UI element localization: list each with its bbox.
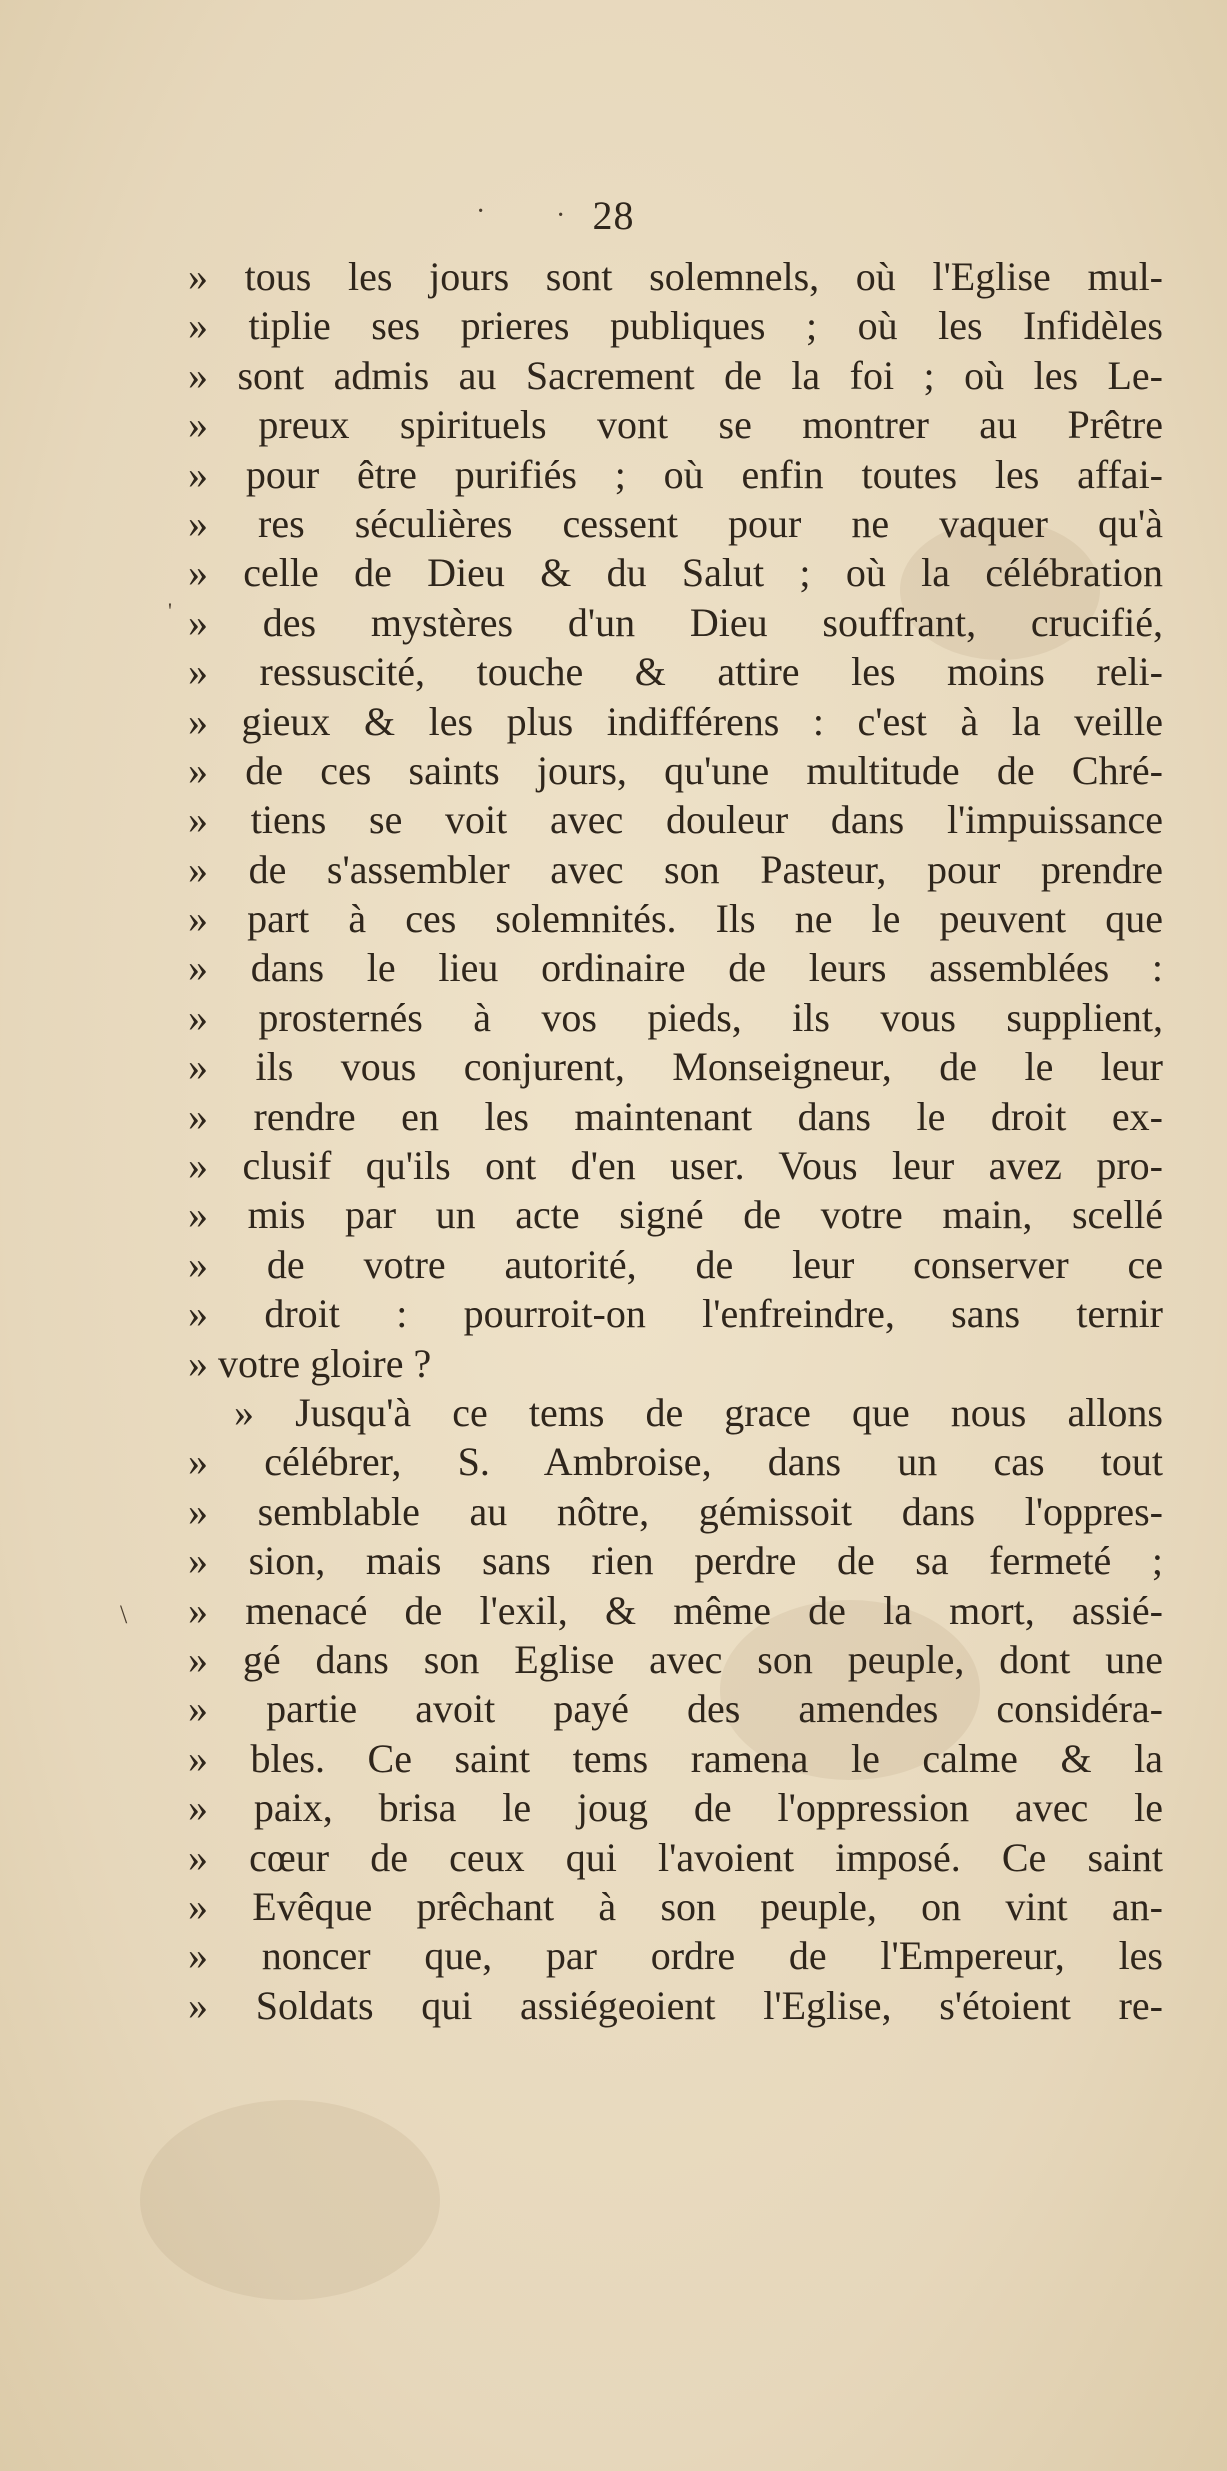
margin-mark: ' [168, 598, 172, 623]
text-line: » gé dans son Eglise avec son peuple, dont une [188, 1636, 1163, 1682]
text-line: » Evêque prêchant à son peuple, on vint an- [188, 1883, 1163, 1929]
text-line: » des mystères d'un Dieu souffrant, crucifié, [188, 599, 1163, 645]
text-line: » de votre autorité, de leur conserver ce [188, 1241, 1163, 1287]
text-line: » sont admis au Sacrement de la foi ; où les Le- [188, 352, 1163, 398]
text-line: » ils vous conjurent, Monseigneur, de le leur [188, 1044, 1163, 1090]
text-line: » mis par un acte signé de votre main, scellé [188, 1192, 1163, 1238]
text-line: » clusif qu'ils ont d'en user. Vous leur avez pro- [188, 1143, 1163, 1189]
text-line: » Soldats qui assiégeoient l'Eglise, s'étoient re- [188, 1982, 1163, 2028]
ink-speck: · [556, 200, 566, 231]
text-line: » gieux & les plus indifférens : c'est à la veille [188, 698, 1163, 744]
text-line: » célébrer, S. Ambroise, dans un cas tout [188, 1439, 1163, 1485]
text-line: » de s'assembler avec son Pasteur, pour prendre [188, 846, 1163, 892]
text-line: » rendre en les maintenant dans le droit ex- [188, 1093, 1163, 1139]
text-line: » partie avoit payé des amendes considéra- [188, 1686, 1163, 1732]
text-line: » preux spirituels vont se montrer au Prêtre [188, 402, 1163, 448]
text-line: » dans le lieu ordinaire de leurs assemblées : [188, 945, 1163, 991]
body-text [188, 252, 1163, 2030]
text-line: » de ces saints jours, qu'une multitude de Chré- [188, 747, 1163, 793]
paragraph-end-line: » votre gloire ? [188, 1340, 432, 1386]
text-line: » pour être purifiés ; où enfin toutes les affai- [188, 451, 1163, 497]
text-line: » celle de Dieu & du Salut ; où la célébration [188, 550, 1163, 596]
margin-mark: \ [120, 1600, 128, 1629]
ink-speck: · [476, 196, 486, 227]
text-line: » tiens se voit avec douleur dans l'impuissance [188, 797, 1163, 843]
text-line: » semblable au nôtre, gémissoit dans l'oppres- [188, 1488, 1163, 1534]
page-number: 28 [592, 193, 635, 238]
paper-stain [140, 2100, 440, 2300]
text-line: » droit : pourroit-on l'enfreindre, sans ternir [188, 1291, 1163, 1337]
text-line: » menacé de l'exil, & même de la mort, assié- [188, 1587, 1163, 1633]
text-line: » cœur de ceux qui l'avoient imposé. Ce saint [188, 1834, 1163, 1880]
text-line: » tiplie ses prieres publiques ; où les Infidèles [188, 303, 1163, 349]
text-line: » part à ces solemnités. Ils ne le peuvent que [188, 896, 1163, 942]
text-line: » res séculières cessent pour ne vaquer qu'à [188, 500, 1163, 546]
text-line: » ressuscité, touche & attire les moins reli- [188, 649, 1163, 695]
text-line: » prosternés à vos pieds, ils vous supplient, [188, 994, 1163, 1040]
paragraph-start-line: » Jusqu'à ce tems de grace que nous allons [234, 1389, 1163, 1435]
text-line: » bles. Ce saint tems ramena le calme & la [188, 1735, 1163, 1781]
text-line: » noncer que, par ordre de l'Empereur, les [188, 1933, 1163, 1979]
text-line: » tous les jours sont solemnels, où l'Eglise mul- [188, 254, 1163, 299]
text-line: » sion, mais sans rien perdre de sa fermeté ; [188, 1538, 1163, 1584]
text-line: » paix, brisa le joug de l'oppression avec le [188, 1785, 1163, 1831]
